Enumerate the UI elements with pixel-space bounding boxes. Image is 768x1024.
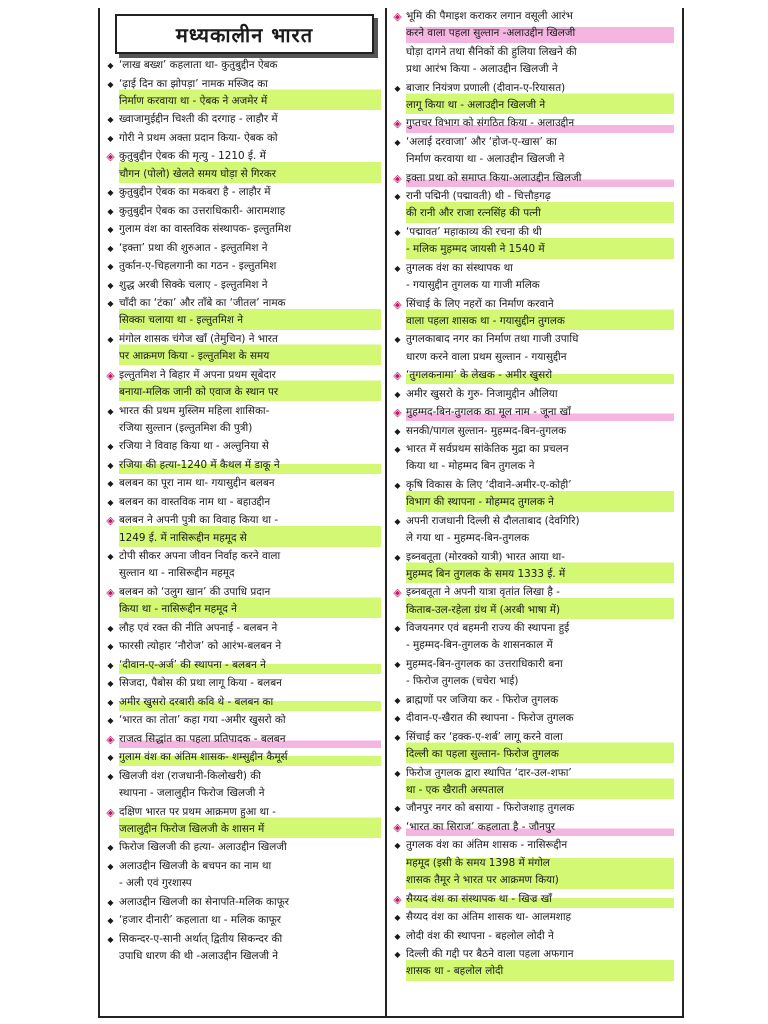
list-item <box>392 765 674 800</box>
fact-text: बलबन का पूरा नाम था- गयासुद्दीन बलबन <box>119 477 275 490</box>
diamond-bullet-icon: ◆ <box>107 716 114 726</box>
fact-text: जौनपुर नगर को बसाया - फिरोजशाह तुगलक <box>406 802 575 815</box>
diamond-bullet-icon: ◆ <box>107 206 114 216</box>
fact-text: गुलाम वंश का वास्तविक संस्थापक- इल्तुतमिश <box>119 223 292 236</box>
diamond-bullet-icon: ◆ <box>107 861 114 871</box>
list-item <box>105 148 381 183</box>
fact-text: गोरी ने प्रथम अक्ता प्रदान किया- ऐबक को <box>119 131 278 144</box>
list-item <box>392 710 674 727</box>
list-item <box>105 331 381 366</box>
fact-text: सिकन्दर-ए-सानी अर्थात् द्वितीय सिकन्दर की उपाधि धारण की थी -अलाउद्दीन खिलजी ने <box>119 932 283 962</box>
marked-bullet-icon: ◈ <box>106 514 115 528</box>
marked-bullet-icon: ◈ <box>106 585 115 599</box>
column-divider <box>385 8 387 1018</box>
fact-text: सैय्यद वंश का संस्थापक था - खिज्र खाँ <box>406 891 674 908</box>
diamond-bullet-icon: ◆ <box>394 552 401 562</box>
diamond-bullet-icon: ◆ <box>107 188 114 198</box>
diamond-bullet-icon: ◆ <box>107 753 114 763</box>
list-item <box>392 837 674 889</box>
list-item <box>392 296 674 331</box>
fact-text: तुगलक वंश का अंतिम शासक - नासिरूद्दीन महमूद (इसी के समय 1398 में मंगोल शासक तैमूर ने भारत पर आक्रमण किया) <box>406 837 674 889</box>
fact-text: भूमि की पैमाइश कराकर लगान वसूली आरंभ करने वाला पहला सुल्तान -अलाउद्दीन खिलजी <box>406 8 674 43</box>
fact-text: गुप्तचर विभाग को संगठित किया - अलाउद्दीन <box>406 115 674 132</box>
diamond-bullet-icon: ◆ <box>394 624 401 634</box>
fact-text: फारसी त्योहार ‘नौरोज’ को आरंभ-बलबन ने <box>119 640 282 653</box>
list-item <box>105 240 381 257</box>
list-item <box>105 475 381 492</box>
diamond-bullet-icon: ◆ <box>394 83 401 93</box>
list-item <box>105 367 381 402</box>
fact-text: तुगलकाबाद नगर का निर्माण तथा गाजी उपाधि धारण करने वाला प्रथम सुल्तान - गयासुद्दीन <box>406 333 579 363</box>
fact-text: टोपी सीकर अपना जीवन निर्वाह करने वाला सुल्तान था - नासिरूद्दीन महमूद <box>119 550 281 580</box>
list-item <box>105 512 381 547</box>
diamond-bullet-icon: ◆ <box>107 61 114 70</box>
fact-text: सैय्यद वंश का अंतिम शासक था- आलमशाह <box>406 911 572 923</box>
fact-text: अलाउद्दीन खिलजी के बचपन का नाम था - अली एवं गुरशास्प <box>119 859 272 890</box>
marked-bullet-icon: ◈ <box>393 117 402 131</box>
list-item <box>392 819 674 836</box>
list-item <box>105 457 381 474</box>
marked-bullet-icon: ◈ <box>393 892 402 906</box>
fact-text: रजिया ने विवाह किया था - अल्तुनिया से <box>119 440 269 453</box>
list-item <box>392 656 674 691</box>
diamond-bullet-icon: ◆ <box>107 897 114 907</box>
list-item <box>105 839 381 856</box>
diamond-bullet-icon: ◆ <box>107 334 114 344</box>
fact-text: ख्वाजामुईद्दीन चिश्ती की दरगाह - लाहौर में <box>119 113 278 126</box>
fact-text: इल्तुतमिश ने बिहार में अपना प्रथम सूबेदार बनाया-मलिक जानी को एवाज के स्थान पर <box>119 367 381 402</box>
diamond-bullet-icon: ◆ <box>394 389 401 399</box>
diamond-bullet-icon: ◆ <box>107 642 114 652</box>
diamond-bullet-icon: ◆ <box>107 623 114 633</box>
list-item <box>105 438 381 455</box>
fact-text: घोड़ा दागने तथा सैनिकों की हुलिया लिखने की प्रथा आरंभ किया - अलाउद्दीन खिलजी ने <box>406 45 577 76</box>
list-item <box>105 768 381 803</box>
diamond-bullet-icon: ◆ <box>394 913 401 922</box>
fact-text: ब्राह्मणों पर जजिया कर - फिरोज तुगलक <box>406 693 559 706</box>
marked-bullet-icon: ◈ <box>393 820 402 834</box>
list-item <box>392 441 674 476</box>
list-item <box>105 731 381 748</box>
fact-text: तुगलक वंश का संस्थापक था - गयासुद्दीन तुगलक या गाजी मलिक <box>406 261 540 292</box>
list-item <box>105 57 381 74</box>
marked-bullet-icon: ◈ <box>106 732 115 746</box>
fact-text: ‘तुगलकनामा’ के लेखक - अमीर खुसरो <box>406 367 674 384</box>
diamond-bullet-icon: ◆ <box>394 804 401 814</box>
diamond-bullet-icon: ◆ <box>107 552 114 562</box>
list-item <box>105 403 381 438</box>
list-item <box>105 657 381 674</box>
list-item <box>105 620 381 637</box>
list-item <box>105 894 381 911</box>
list-item <box>105 111 381 128</box>
list-item <box>105 858 381 893</box>
fact-text: शुद्ध अरबी सिक्के चलाए - इल्तुतमिश ने <box>119 278 268 291</box>
list-item <box>105 258 381 275</box>
diamond-bullet-icon: ◆ <box>107 406 114 416</box>
fact-text: ‘पद्मावत’ महाकाव्य की रचना की थी - मलिक मुहम्मद जायसी ने 1540 में <box>406 224 674 259</box>
diamond-bullet-icon: ◆ <box>394 516 401 526</box>
marked-bullet-icon: ◈ <box>106 805 115 819</box>
fact-text: रजिया की हत्या-1240 में कैथल में डाकू ने <box>119 457 381 474</box>
list-item <box>392 513 674 548</box>
fact-text: कुतुबुद्दीन ऐबक का उत्तराधिकारी- आरामशाह <box>119 204 286 217</box>
fact-text: सिंचाई के लिए नहरों का निर्माण करवाने वाला पहला शासक था - गयासुद्दीन तुगलक <box>406 296 674 331</box>
fact-text: अपनी राजधानी दिल्ली से दौलताबाद (देवगिरि) ले गया था - मुहम्मद-बिन-तुगलक <box>406 514 580 545</box>
diamond-bullet-icon: ◆ <box>394 768 401 778</box>
fact-text: कुतुबुद्दीन ऐबक का मकबरा है - लाहौर में <box>119 186 271 199</box>
bottom-rule <box>98 1016 682 1018</box>
fact-text: फिरोज तुगलक द्वारा स्थापित ‘दार-उल-शफा’ था - एक खैराती अस्पताल <box>406 765 674 800</box>
diamond-bullet-icon: ◆ <box>107 460 114 470</box>
list-item <box>105 804 381 839</box>
fact-text: बलबन का वास्तविक नाम था - बहाउद्दीन <box>119 495 271 508</box>
fact-text: कृषि विकास के लिए ‘दीवाने-अमीर-ए-कोही’ विभाग की स्थापना - मोहम्मद तुगलक ने <box>406 477 674 512</box>
list-item <box>392 692 674 709</box>
diamond-bullet-icon: ◆ <box>394 950 401 959</box>
marked-bullet-icon: ◈ <box>393 171 402 185</box>
list-item <box>105 638 381 655</box>
fact-text: अलाउद्दीन खिलजी का सेनापति-मलिक काफूर <box>119 895 289 908</box>
fact-text: दिल्ली की गद्दी पर बैठने वाला पहला अफगान शासक था - बहलोल लोदी <box>406 946 674 981</box>
list-item <box>392 260 674 295</box>
diamond-bullet-icon: ◆ <box>394 695 401 705</box>
fact-text: ‘भारत का तोता’ कहा गया -अमीर खुसरो को <box>119 714 286 727</box>
list-item <box>392 584 674 619</box>
diamond-bullet-icon: ◆ <box>107 115 114 125</box>
diamond-bullet-icon: ◆ <box>107 934 114 944</box>
fact-text: सिजदा, पैबोस की प्रथा लागू किया - बलबन <box>119 677 282 690</box>
list-item <box>105 494 381 511</box>
fact-text: अमीर खुसरो के गुरु- निजामुद्दीन औलिया <box>406 387 558 400</box>
diamond-bullet-icon: ◆ <box>107 280 114 290</box>
diamond-bullet-icon: ◆ <box>394 841 401 851</box>
diamond-bullet-icon: ◆ <box>107 660 114 670</box>
fact-text: दक्षिण भारत पर प्रथम आक्रमण हुआ था - जलालुद्दीन फिरोज खिलजी के शासन में <box>119 804 381 839</box>
diamond-bullet-icon: ◆ <box>107 916 114 926</box>
fact-text: मुहम्मद-बिन-तुगलक का उत्तराधिकारी बना - फिरोज तुगलक (चचेरा भाई) <box>406 658 563 688</box>
list-item <box>392 224 674 259</box>
list-item <box>105 584 381 619</box>
fact-text: बाजार नियंत्रण प्रणाली (दीवान-ए-रियासत) लागू किया था - अलाउद्दीन खिलजी ने <box>406 80 674 115</box>
fact-text: मंगोल शासक चंगेज खाँ (तेमुचिन) ने भारत पर आक्रमण किया - इल्तुतमिश के समय <box>119 331 381 366</box>
fact-text: मुहम्मद-बिन-तुगलक का मूल नाम - जूना खाँ <box>406 404 674 421</box>
fact-text: भारत में सर्वप्रथम सांकेतिक मुद्रा का प्रचलन किया था - मोहम्मद बिन तुगलक ने <box>406 443 569 473</box>
fact-text: ‘भारत का सिराज’ कहलाता है - जौनपुर <box>406 819 674 836</box>
fact-text: भारत की प्रथम मुस्लिम महिला शासिका- रजिया सुल्तान (इल्तुतमिश की पुत्री) <box>119 404 270 434</box>
page-title: मध्यकालीन भारत <box>115 14 374 54</box>
list-item <box>392 331 674 366</box>
diamond-bullet-icon: ◆ <box>107 843 114 853</box>
fact-text: ‘अलाई दरवाजा’ और ‘होज-ए-खास’ का निर्माण करवाया था - अलाउद्दीन खिलजी ने <box>406 135 565 166</box>
marked-bullet-icon: ◈ <box>106 150 115 164</box>
fact-text: विजयनगर एवं बहमनी राज्य की स्थापना हुई - मुहम्मद-बिन-तुगलक के शासनकाल में <box>406 622 570 652</box>
list-item <box>392 8 674 43</box>
fact-text: फिरोज खिलजी की हत्या- अलाउद्दीन खिलजी <box>119 841 287 854</box>
fact-text: रानी पद्मिनी (पद्मावती) थी - चित्तौड़गढ़ की रानी और राजा रत्नसिंह की पत्नी <box>406 188 674 223</box>
diamond-bullet-icon: ◆ <box>107 697 114 707</box>
diamond-bullet-icon: ◆ <box>107 133 114 143</box>
diamond-bullet-icon: ◆ <box>394 335 401 345</box>
fact-text: ‘हजार दीनारी’ कहलाता था - मलिक काफूर <box>119 914 281 927</box>
diamond-bullet-icon: ◆ <box>394 228 401 237</box>
diamond-bullet-icon: ◆ <box>394 481 401 490</box>
marked-bullet-icon: ◈ <box>393 586 402 600</box>
list-item <box>392 134 674 169</box>
diamond-bullet-icon: ◆ <box>107 442 114 452</box>
list-item <box>105 694 381 711</box>
fact-text: चाँदी का ‘टंका’ और ताँबे का ‘जीतल’ नामक सिक्का चलाया था - इल्तुतमिश ने <box>119 295 381 330</box>
diamond-bullet-icon: ◆ <box>394 660 401 669</box>
list-item <box>392 891 674 908</box>
fact-text: कुतुबुद्दीन ऐबक की मृत्यु - 1210 ई. में चौगन (पोलो) खेलते समय घोड़ा से गिरकर <box>119 148 381 183</box>
list-item <box>392 620 674 655</box>
fact-text: बलबन ने अपनी पुत्री का विवाह किया था - 1249 ई. में नासिरूद्दीन महमूद से <box>119 512 381 547</box>
fact-text: ‘दीवान-ए-अर्ज’ की स्थापना - बलबन ने <box>119 657 381 674</box>
diamond-bullet-icon: ◆ <box>107 243 114 253</box>
list-item <box>105 221 381 238</box>
fact-text: बलबन को ‘उलुग खान’ की उपाधि प्रदान किया था - नासिरूद्दीन महमूद ने <box>119 584 381 619</box>
fact-text: खिलजी वंश (राजधानी-किलोखरी) की स्थापना - जलालुद्दीन फिरोज खिलजी ने <box>119 769 265 799</box>
diamond-bullet-icon: ◆ <box>394 732 401 742</box>
fact-text: तुर्कान-ए-चिहलगानी का गठन - इल्तुतमिश <box>119 260 277 273</box>
list-item <box>392 386 674 403</box>
diamond-bullet-icon: ◆ <box>107 299 114 309</box>
list-item <box>105 931 381 966</box>
list-item <box>392 80 674 115</box>
fact-text: राजत्व सिद्धांत का पहला प्रतिपादक - बलबन <box>119 731 381 748</box>
diamond-bullet-icon: ◆ <box>107 497 114 507</box>
fact-text: लौह एवं रक्त की नीति अपनाई - बलबन ने <box>119 621 278 634</box>
fact-text: सिंचाई कर ‘हक्क-ए-शर्ब’ लागू करने वाला दिल्ली का पहला सुल्तान- फिरोज तुगलक <box>406 729 674 764</box>
diamond-bullet-icon: ◆ <box>394 445 401 455</box>
list-item <box>105 712 381 729</box>
list-item <box>392 477 674 512</box>
list-item <box>105 749 381 766</box>
list-item <box>392 170 674 187</box>
marked-bullet-icon: ◈ <box>393 10 402 23</box>
list-item <box>392 367 674 384</box>
list-item <box>392 549 674 584</box>
fact-text: ‘ढ़ाई दिन का झोपड़ा’ नामक मस्जिद का निर्माण करवाया था - ऐबक ने अजमेर में <box>119 76 381 111</box>
list-item <box>392 800 674 817</box>
diamond-bullet-icon: ◆ <box>107 225 114 235</box>
marked-bullet-icon: ◈ <box>393 406 402 420</box>
marked-bullet-icon: ◈ <box>393 369 402 383</box>
list-item <box>392 423 674 440</box>
left-column <box>105 0 381 1024</box>
list-item <box>105 203 381 220</box>
list-item <box>392 188 674 223</box>
diamond-bullet-icon: ◆ <box>394 192 401 202</box>
diamond-bullet-icon: ◆ <box>394 714 401 724</box>
list-item <box>105 76 381 111</box>
fact-text: लोदी वंश की स्थापना - बहलोल लोदी ने <box>406 929 554 942</box>
diamond-bullet-icon: ◆ <box>394 426 401 436</box>
diamond-bullet-icon: ◆ <box>107 479 114 489</box>
diamond-bullet-icon: ◆ <box>107 79 114 89</box>
diamond-bullet-icon: ◆ <box>394 263 401 273</box>
fact-text: ‘इक्ता’ प्रथा की शुरुआत - इल्तुतमिश ने <box>119 241 268 254</box>
list-item <box>392 115 674 132</box>
fact-text: इब्नबतूता (मोरक्को यात्री) भारत आया था- मुहम्मद बिन तुगलक के समय 1333 ई. में <box>406 549 674 584</box>
list-item <box>105 277 381 294</box>
list-item <box>392 946 674 981</box>
list-item <box>105 184 381 201</box>
fact-text: इब्नबतूता ने अपनी यात्रा वृतांत लिखा है - किताब-उल-रहेला ग्रंथ में (अरबी भाषा में) <box>406 584 674 619</box>
marked-bullet-icon: ◈ <box>393 297 402 311</box>
list-item <box>105 130 381 147</box>
fact-text: ‘लाख बख्श’ कहलाता था- कुतुबुद्दीन ऐबक <box>119 59 278 71</box>
list-item <box>105 675 381 692</box>
list-item <box>392 404 674 421</box>
fact-text: दीवान-ए-खैरात की स्थापना - फिरोज तुगलक <box>406 712 574 725</box>
list-item <box>392 44 674 79</box>
list-item <box>105 548 381 583</box>
fact-text: सनकी/पागल सुल्तान- मुहम्मद-बिन-तुगलक <box>406 424 567 437</box>
diamond-bullet-icon: ◆ <box>394 931 401 941</box>
list-item <box>392 729 674 764</box>
list-item <box>105 912 381 929</box>
fact-text: अमीर खुसरो दरबारी कवि थे - बलबन का <box>119 694 381 711</box>
fact-text: इक्ता प्रथा को समाप्त किया-अलाउद्दीन खिलजी <box>406 170 674 187</box>
fact-text: गुलाम वंश का अंतिम शासक- शम्सुद्दीन कैमूर्स <box>119 749 381 766</box>
list-item <box>105 295 381 330</box>
list-item <box>392 928 674 945</box>
right-column <box>392 0 674 1024</box>
diamond-bullet-icon: ◆ <box>394 137 401 147</box>
list-item <box>392 909 674 926</box>
diamond-bullet-icon: ◆ <box>107 262 114 272</box>
diamond-bullet-icon: ◆ <box>107 679 114 689</box>
diamond-bullet-icon: ◆ <box>107 771 114 781</box>
marked-bullet-icon: ◈ <box>106 368 115 382</box>
